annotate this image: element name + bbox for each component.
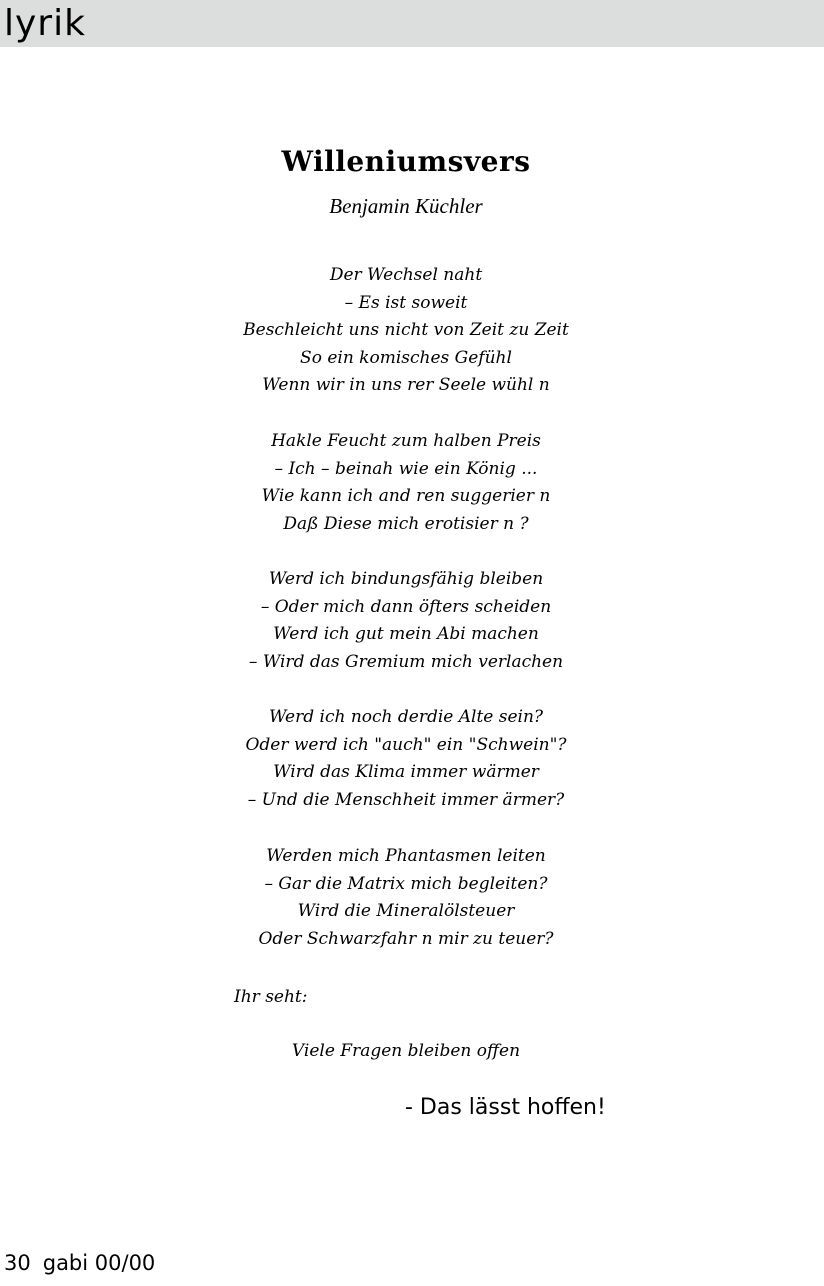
section-header-bar [0, 0, 824, 47]
section-label: lyrik [4, 3, 86, 44]
poem-line: – Oder mich dann öfters scheiden [260, 596, 552, 617]
stanza-2 [0, 428, 812, 538]
poem-line: Der Wechsel naht [329, 265, 483, 285]
poem-line: Daß Diese mich erotisier n ? [283, 513, 529, 534]
poem-line: Oder Schwarzfahr n mir zu teuer? [258, 928, 554, 949]
poem-line: Werden mich Phantasmen leiten [266, 846, 546, 866]
poem-closing-line: - Das lässt hoffen! [405, 1095, 606, 1120]
poem-line: Wird das Klima immer wärmer [273, 762, 539, 783]
poem-line: Wenn wir in uns rer Seele wühl n [262, 375, 550, 396]
poem-line: Werd ich gut mein Abi machen [273, 624, 539, 645]
poem-line: – Und die Menschheit immer ärmer? [247, 789, 565, 810]
poem-title: Willeniumsvers [281, 145, 531, 178]
poem-intro-line: Ihr seht: [234, 987, 308, 1007]
poem-line: Wie kann ich and ren suggerier n [261, 486, 551, 507]
poem-line: Werd ich bindungsfähig bleiben [268, 569, 544, 589]
poem-line: – Wird das Gremium mich verlachen [248, 651, 564, 672]
poem-line: – Es ist soweit [344, 292, 468, 313]
poem-line: Werd ich noch derdie Alte sein? [268, 707, 544, 727]
poem-author: Benjamin Küchler [329, 194, 483, 218]
poem-line: Hakle Feucht zum halben Preis [271, 431, 541, 451]
poem-line: So ein komisches Gefühl [300, 347, 512, 368]
page-footer [4, 1248, 155, 1278]
stanza-4 [0, 704, 812, 814]
poem-line: – Ich – beinah wie ein König ... [274, 458, 538, 479]
page-number: 30 [4, 1251, 31, 1275]
poem-line: – Gar die Matrix mich begleiten? [264, 873, 548, 894]
stanza-1 [0, 262, 812, 400]
stanza-3 [0, 566, 812, 676]
poem-line: Beschleicht uns nicht von Zeit zu Zeit [243, 320, 569, 341]
poem-question-line: Viele Fragen bleiben offen [291, 1041, 521, 1061]
poem-line: Wird die Mineralölsteuer [297, 901, 515, 922]
poem-line: Oder werd ich "auch" ein "Schwein"? [245, 734, 567, 755]
issue-label: gabi 00/00 [42, 1251, 156, 1275]
stanza-5 [0, 843, 812, 953]
